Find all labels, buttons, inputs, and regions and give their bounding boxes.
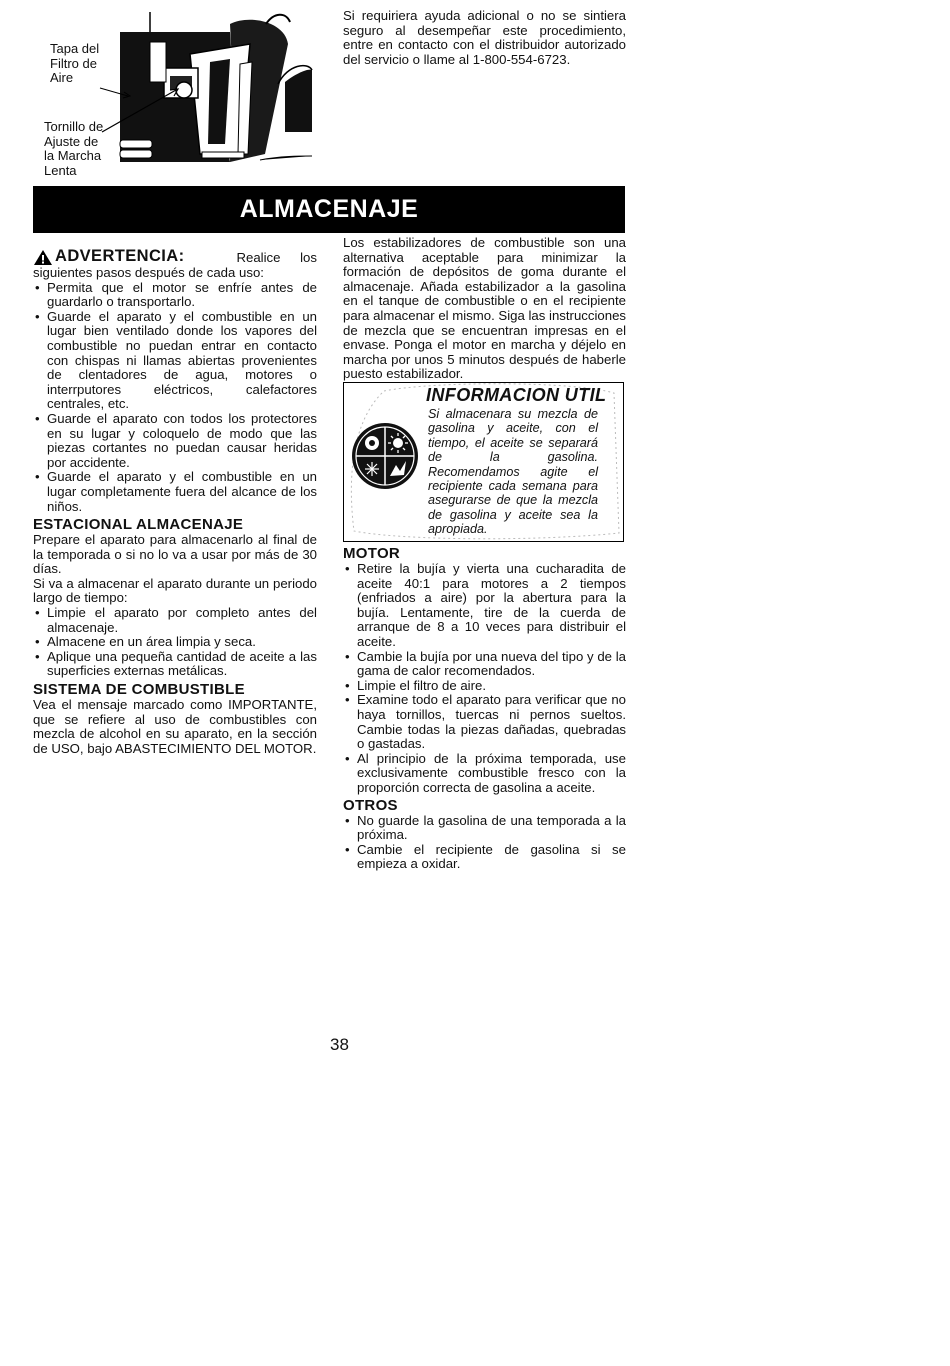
list-item: • Permita que el motor se enfríe antes de guardarlo o transportarlo. xyxy=(33,281,317,310)
right-lower-column xyxy=(343,545,626,872)
page-number: 38 xyxy=(330,1035,349,1054)
list-item: • Guarde el aparato con todos los protectores en su lugar y coloquelo de modo que las piezas cortantes no puedan causar heridas por accidente. xyxy=(33,412,317,470)
list-item: • Limpie el filtro de aire. xyxy=(343,679,626,694)
estacional-heading: ESTACIONAL ALMACENAJE xyxy=(33,516,244,534)
motor-heading: MOTOR xyxy=(343,545,401,562)
warning-icon xyxy=(33,249,53,266)
combustible-paragraph: Vea el mensaje marcado como IMPORTANTE, que se refiere al uso de combustibles con mezcla de alcohol en su aparato, en la sección de USO, bajo ABASTECIMIENTO DEL MOTOR. xyxy=(33,697,317,756)
list-item: • Al principio de la próxima temporada, use exclusivamente combustible fresco con la proporción correcta de gasolina a aceite. xyxy=(343,752,626,796)
combustible-heading: SISTEMA DE COMBUSTIBLE xyxy=(33,681,245,699)
list-item: • Aplique una pequeña cantidad de aceite a las superficies externas metálicas. xyxy=(33,650,317,679)
list-item: • Almacene en un área limpia y seca. xyxy=(33,635,317,650)
list-item: • Cambie la bujía por una nueva del tipo y de la gama de calor recomendados. xyxy=(343,650,626,679)
engine-illustration xyxy=(80,4,320,184)
figure-label-idle-screw: Tornillo de Ajuste de la Marcha Lenta xyxy=(44,119,104,178)
info-box xyxy=(343,382,624,542)
service-help-text: Si requiriera ayuda adicional o no se sintiera seguro al desempeñar este procedimiento, entre en contacto con el distribuidor autorizado del servicio o llame al 1-800-554-6723. xyxy=(343,8,626,67)
list-item: • Retire la bujía y vierta una cucharadita de aceite 40:1 para motores a 2 tiempos (enfriados a aire) por la abertura para la bujía. Lentamente, tire de la cuerda de arranque de 8 a 10 veces para distribuir el aceite. xyxy=(343,562,626,650)
figure-label-air-filter: Tapa del Filtro de Aire xyxy=(50,41,100,86)
estacional-paragraph-2: Si va a almacenar el aparato durante un periodo largo de tiempo: xyxy=(33,575,317,606)
estabilizadores-paragraph: Los estabilizadores de combustible son una alternativa aceptable para minimizar la formación de depósitos de goma durante el almacenaje. Añada estabilizador a la gasolina en el tanque de combustible o en el recipiente para almacenar el mismo. Siga las instrucciones de mezcla que se encuentran impresas en el envase. Ponga el motor en marcha y déjelo en marcha por unos 5 minutos después de haberle puesto estabilizador. xyxy=(343,235,626,382)
warning-intro-end: Realice los xyxy=(236,250,317,266)
warning-intro: siguientes pasos después de cada uso: xyxy=(33,265,264,280)
warning-title: ADVERTENCIA: xyxy=(55,247,185,265)
warning-heading-line xyxy=(33,248,317,266)
season-icon xyxy=(350,421,420,491)
list-item: • Guarde el aparato y el combustible en un lugar completamente fuera del alcance de los niños. xyxy=(33,470,317,514)
info-body: Si almacenara su mezcla de gasolina y aceite, con el tiempo, el aceite se separará de la gasolina. Recomendamos agite el recipiente cada semana para asegurarse de que la mezcla de gasolina y aceite sea la apropiada. xyxy=(428,407,598,537)
info-title: INFORMACION UTIL xyxy=(426,385,607,405)
list-item: • Limpie el aparato por completo antes del almacenaje. xyxy=(33,606,317,635)
list-item: • Guarde el aparato y el combustible en un lugar bien ventilado donde los vapores del combustible no puedan entrar en contacto con chispas ni llamas abiertas provenientes de clentadores de agua, motores o interrputores eléctricos, calefactores centrales, etc. xyxy=(33,310,317,412)
otros-heading: OTROS xyxy=(343,796,398,814)
estacional-list xyxy=(33,606,317,679)
otros-list xyxy=(343,814,626,872)
list-item: • Examine todo el aparato para verificar que no haya tornillos, tuercas ni pernos sueltos. Cambie todas la piezas dañadas, quebradas o gastadas. xyxy=(343,693,626,751)
left-column xyxy=(33,248,317,756)
list-item: • No guarde la gasolina de una temporada a la próxima. xyxy=(343,814,626,843)
motor-list xyxy=(343,562,626,796)
warning-list xyxy=(33,281,317,515)
section-banner: ALMACENAJE xyxy=(33,186,625,233)
estacional-paragraph-1: Prepare el aparato para almacenarlo al final de la temporada o si no lo va a usar por más de 30 días. xyxy=(33,532,317,577)
list-item: • Cambie el recipiente de gasolina si se empieza a oxidar. xyxy=(343,843,626,872)
